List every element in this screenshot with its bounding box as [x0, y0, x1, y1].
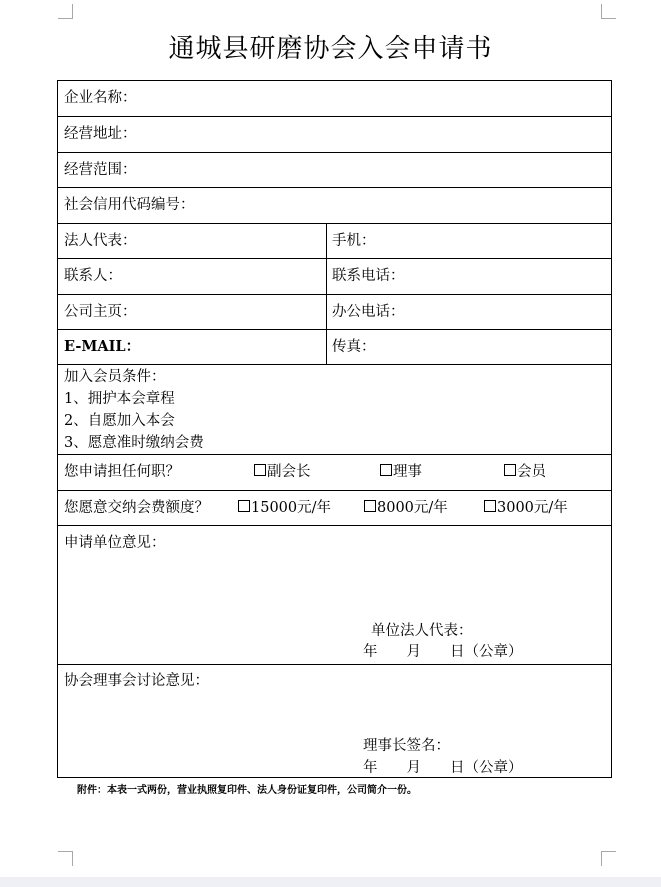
scope-label: 经营范围： — [64, 162, 137, 178]
checkbox-icon[interactable] — [238, 500, 250, 512]
attachment-footnote: 附件：本表一式两份，营业执照复印件、法人身份证复印件，公司简介一份。 — [77, 785, 417, 796]
condition-item: 3、愿意准时缴纳会费 — [64, 435, 204, 451]
address-label: 经营地址： — [64, 126, 137, 142]
row-fee — [58, 491, 611, 526]
option-label: 会员 — [517, 464, 546, 480]
office-phone-label: 办公电话： — [332, 304, 405, 320]
fax-cell[interactable] — [327, 330, 611, 364]
application-form-table — [57, 80, 612, 778]
row-applicant-opinion[interactable] — [58, 526, 611, 665]
option-fee-3000[interactable] — [484, 499, 568, 517]
window-bottom-bar — [0, 877, 661, 887]
checkbox-icon[interactable] — [484, 500, 496, 512]
page-corner-mark — [601, 4, 616, 19]
row-membership-conditions — [58, 365, 611, 455]
page-corner-mark — [601, 851, 616, 866]
credit-code-label: 社会信用代码编号： — [64, 197, 195, 213]
row-email — [58, 330, 611, 365]
mobile-label: 手机： — [332, 233, 376, 249]
applicant-opinion-label: 申请单位意见： — [64, 535, 166, 551]
company-name-label: 企业名称： — [64, 90, 137, 106]
conditions-heading: 加入会员条件： — [64, 369, 166, 385]
office-phone-cell[interactable] — [327, 295, 611, 329]
option-label: 8000元/年 — [377, 500, 448, 516]
legal-rep-label: 法人代表： — [64, 233, 137, 249]
email-cell[interactable] — [58, 330, 326, 364]
document-title: 通城县研磨协会入会申请书 — [168, 34, 493, 64]
option-label: 3000元/年 — [497, 500, 568, 516]
applicant-signer-label: 单位法人代表： — [371, 623, 473, 639]
condition-item: 1、拥护本会章程 — [64, 391, 175, 407]
contact-label: 联系人： — [64, 268, 122, 284]
contact-phone-cell[interactable] — [327, 259, 611, 294]
mobile-cell[interactable] — [327, 224, 611, 258]
council-signer-label: 理事长签名： — [363, 738, 450, 754]
contact-cell[interactable] — [58, 259, 326, 294]
row-council-opinion[interactable] — [58, 665, 611, 777]
council-date-line: 年 月 日（公章） — [363, 760, 523, 776]
row-position — [58, 455, 611, 491]
option-label: 理事 — [393, 464, 422, 480]
option-fee-8000[interactable] — [364, 499, 448, 517]
fax-label: 传真： — [332, 339, 376, 355]
checkbox-icon[interactable] — [254, 464, 266, 476]
applicant-date-line: 年 月 日（公章） — [363, 644, 523, 660]
row-legal-rep — [58, 224, 611, 259]
checkbox-icon[interactable] — [504, 464, 516, 476]
checkbox-icon[interactable] — [380, 464, 392, 476]
email-label: E-MAIL： — [64, 338, 141, 355]
option-label: 15000元/年 — [251, 500, 332, 516]
checkbox-icon[interactable] — [364, 500, 376, 512]
row-scope[interactable] — [58, 153, 611, 188]
row-address[interactable] — [58, 117, 611, 153]
legal-rep-cell[interactable] — [58, 224, 326, 258]
row-company-name[interactable] — [58, 81, 611, 117]
condition-item: 2、自愿加入本会 — [64, 413, 175, 429]
option-director[interactable] — [380, 463, 422, 481]
row-contact — [58, 259, 611, 295]
option-vice-president[interactable] — [254, 463, 311, 481]
option-member[interactable] — [504, 463, 546, 481]
homepage-cell[interactable] — [58, 295, 326, 329]
row-credit-code[interactable] — [58, 188, 611, 224]
row-homepage — [58, 295, 611, 330]
contact-phone-label: 联系电话： — [332, 268, 405, 284]
position-question: 您申请担任何职？ — [64, 464, 180, 480]
option-fee-15000[interactable] — [238, 499, 331, 517]
fee-question: 您愿意交纳会费额度？ — [64, 500, 209, 516]
page-corner-mark — [58, 851, 73, 866]
council-opinion-label: 协会理事会讨论意见： — [64, 673, 209, 689]
page-corner-mark — [58, 4, 73, 19]
homepage-label: 公司主页： — [64, 304, 137, 320]
option-label: 副会长 — [267, 464, 311, 480]
